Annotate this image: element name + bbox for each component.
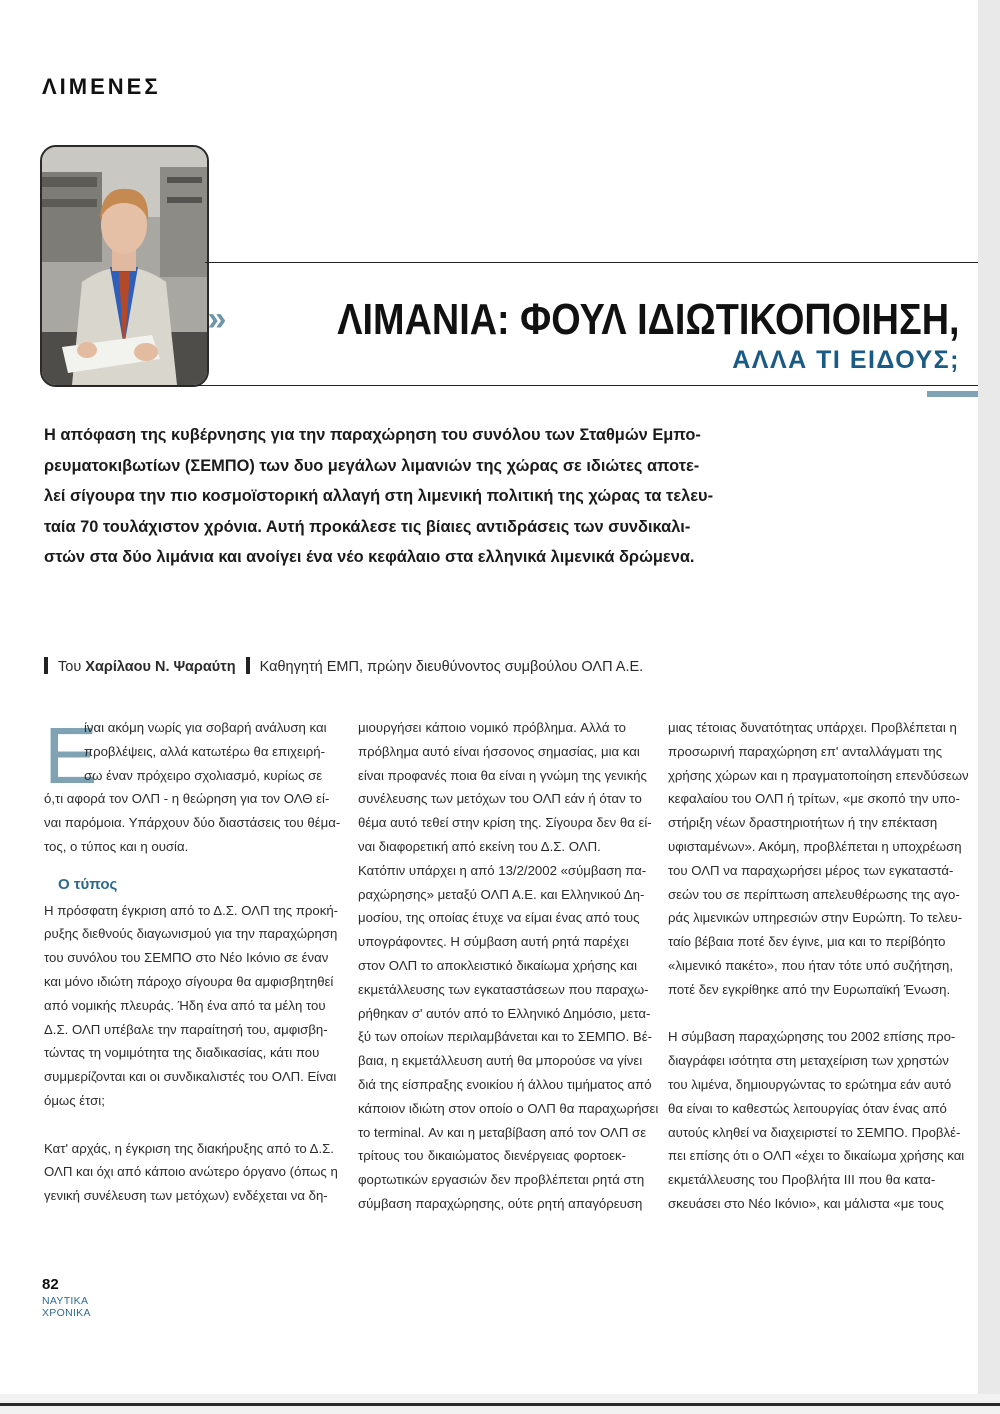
text-line: εκμετάλλευσης του Προβλήτα ΙΙΙ που θα κατα- — [668, 1172, 936, 1188]
text-line: προβλέψεις, αλλά κατωτέρω θα επιχειρή- — [84, 743, 326, 759]
text-line: βαια, η εκμετάλλευση αυτή θα μπορούσε να γίνει — [358, 1053, 643, 1069]
text-line: ξύ των οποίων περιλαμβάνεται και το ΣΕΜΠΟ. Βέ- — [358, 1029, 652, 1045]
paragraph-gap — [44, 1113, 310, 1137]
text-line: θέμα αυτό τεθεί στην κρίση της. Σίγουρα δεν θα εί- — [358, 815, 652, 831]
text-line: κεφαλαίου του ΟΛΠ ή τρίτων, «με σκοπό την υπο- — [668, 791, 960, 807]
text-line: ταίο βέβαια ποτέ δεν έγινε, μια και το περίβόητο — [668, 934, 946, 950]
column-3 — [668, 716, 969, 1216]
text-line: του συνόλου του ΣΕΜΠΟ στο Νέο Ικόνιο σε έναν — [44, 950, 329, 966]
text-line: προσωρινή παραχώρηση επ' ανταλλάγματι της — [668, 743, 943, 759]
text-line: Η πρόσφατη έγκριση από το Δ.Σ. ΟΛΠ της προκή- — [44, 902, 339, 918]
lead-line: ταία 70 τουλάχιστον χρόνια. Αυτή προκάλεσε τις βίαιες αντιδράσεις των συνδικαλι- — [44, 517, 691, 536]
magazine-name-line: ΝΑΥΤΙΚΑ — [42, 1295, 89, 1307]
byline-author: Χαρίλαου Ν. Ψαραύτη — [85, 659, 236, 675]
text-line: υφισταμένων». Ακόμη, προβλέπεται η υποχρέωση — [668, 838, 962, 854]
text-line: ρήθηκαν σ' αυτόν από το Ελληνικό Δημόσιο, μετα- — [358, 1005, 651, 1021]
text-line: χρήσης χώρων και η πραγματοποίηση επενδύσεων — [668, 767, 969, 783]
text-line: διά της είσπραξης ενοικίου ή άλλου τιμήματος από — [358, 1076, 652, 1092]
text-line: πρόβλημα αυτό είναι ήσσονος σημασίας, μια και — [358, 743, 640, 759]
text-line: σκευάσει στο Νέο Ικόνιο», και μάλιστα «με τους — [668, 1195, 944, 1211]
column-2 — [358, 716, 659, 1216]
author-portrait-image — [42, 147, 207, 385]
text-line: συνέλευσης των μετόχων του ΟΛΠ εάν ή όταν το — [358, 791, 642, 807]
byline — [44, 657, 643, 675]
text-line: Κατόπιν υπάρχει η από 13/2/2002 «σύμβαση πα- — [358, 862, 647, 878]
header-rule-bottom — [56, 385, 978, 386]
text-line: το terminal. Αν και η μεταβίβαση από τον ΟΛΠ σε — [358, 1124, 647, 1140]
section-title: ΛΙΜΕΝΕΣ — [42, 74, 161, 99]
byline-role: Καθηγητή ΕΜΠ, πρώην διευθύνοντος συμβούλου ΟΛΠ Α.Ε. — [259, 659, 644, 675]
subheading-o-typos: Ο τύπος — [58, 875, 118, 893]
text-line: γενική συνέλευση των μετόχων) ενδέχεται να δη- — [44, 1188, 328, 1204]
text-line: ποτέ δεν εγκρίθηκε από την Ευρωπαϊκή Ένωση. — [668, 981, 951, 997]
text-line: σύμβαση παραχώρησης, ούτε ρητή απαγόρευση — [358, 1195, 643, 1211]
text-line: ό,τι αφορά τον ΟΛΠ - η θεώρηση για τον ΟΛΘ εί- — [44, 791, 330, 807]
text-line: μοσίου, της οποίας έτυχε να είμαι ένας από τους — [358, 910, 640, 926]
headline-title: ΛΙΜΑΝΙΑ: ΦΟΥΛ ΙΔΙΩΤΙΚΟΠΟΙΗΣΗ, — [337, 295, 960, 344]
drop-cap: Ε — [44, 711, 98, 800]
text-line: διαγράφει ισότητα στη μεταχείριση των χρηστών — [668, 1053, 949, 1069]
byline-bar — [44, 657, 48, 674]
text-line: σω έναν πρόχειρο σχολιασμό, κυρίως σε — [84, 767, 323, 783]
header-rule-top — [205, 262, 978, 263]
magazine-name — [42, 1295, 91, 1319]
text-line: όμως έτσι; — [44, 1092, 105, 1108]
lead-line: Η απόφαση της κυβέρνησης για την παραχώρηση του συνόλου των Σταθμών Εμπο- — [44, 426, 701, 444]
text-line: εκμετάλλευσης των εγκαταστάσεων που παραχω- — [358, 981, 649, 997]
text-line: αυτούς κληθεί να διαχειριστεί το ΣΕΜΠΟ. Προβλέ- — [668, 1124, 961, 1140]
text-line: φορτωτικών εργασιών δεν προβλέπεται ρητά στη — [358, 1172, 645, 1188]
author-photo — [40, 145, 209, 387]
accent-bar — [927, 391, 978, 397]
chevron-icon: » — [207, 300, 227, 338]
text-line: τρίτους του δικαιώματος διενέργειας φορτοεκ- — [358, 1148, 626, 1164]
text-line: συμμερίζονται και οι συνδικαλιστές του ΟΛΠ. Είναι — [44, 1069, 337, 1085]
lead-line: στών στα δύο λιμάνια και ανοίγει ένα νέο κεφάλαιο στα ελληνικά λιμενικά δρώμενα. — [44, 548, 695, 567]
text-line: σεών του σε περίπτωση απελευθέρωσης της αγο- — [668, 886, 960, 902]
text-line: υπογράφοντες. Η σύμβαση αυτή ρητά παρέχει — [358, 934, 629, 950]
text-line: ναι παρόμοια. Υπάρχουν δύο διαστάσεις του θέμα- — [44, 815, 341, 831]
text-line: ραχώρησης» μεταξύ ΟΛΠ Α.Ε. και Ελληνικού Δη- — [358, 886, 645, 902]
text-line: του λιμένα, δημιουργώντας το ερώτημα εάν αυτό — [668, 1076, 952, 1092]
lead-line: λεί σίγουρα την πιο κοσμοϊστορική αλλαγή στη λιμενική πολιτική της χώρας τα τελευ- — [44, 487, 714, 506]
text-line: Κατ' αρχάς, η έγκριση της διακήρυξης από το Δ.Σ. — [44, 1140, 334, 1156]
byline-bar — [246, 657, 250, 674]
page-bottom-rule — [0, 1403, 1000, 1406]
text-line: Η σύμβαση παραχώρησης του 2002 επίσης προ- — [668, 1029, 956, 1045]
text-line: στήριξη νέων δραστηριοτήτων ή την επέκταση — [668, 815, 938, 831]
text-line: ΟΛΠ και όχι από κάποιο ανώτερο όργανο (όπως η — [44, 1164, 338, 1180]
text-line: ράς λιμενικών υπηρεσιών στην Ευρώπη. Το τελευ- — [668, 910, 963, 926]
text-line: Δ.Σ. ΟΛΠ υπέβαλε την παραίτησή του, αμφισβη- — [44, 1021, 328, 1037]
text-line: τος, ο τύπος και η ουσία. — [44, 838, 189, 854]
text-line: τώντας τη νομιμότητα της διαδικασίας, κάτι που — [44, 1045, 320, 1061]
text-line: του ΟΛΠ να παραχωρήσει μέρος των εγκαταστά- — [668, 862, 954, 878]
text-line: θα είναι το καθεστώς λειτουργίας όταν ένας από — [668, 1100, 947, 1116]
article-headline — [208, 295, 960, 345]
lead-paragraph — [44, 420, 714, 573]
page-edge-shadow — [978, 0, 1000, 1414]
text-line: μιας τέτοιας δυνατότητας υπάρχει. Προβλέπεται η — [668, 720, 957, 735]
byline-prefix: Του — [58, 659, 82, 675]
text-line: πει επίσης ότι ο ΟΛΠ «έχει το δικαίωμα χρήσης και — [668, 1148, 965, 1164]
text-line: μιουργήσει κάποιο νομικό πρόβλημα. Αλλά το — [358, 720, 626, 735]
text-line: και μόνο ιδιώτη πάροχο σίγουρα θα αμφισβητηθεί — [44, 973, 334, 989]
text-line: ρυξης διεθνούς διαγωνισμού για την παραχώρηση — [44, 926, 338, 942]
page-number: 82 — [42, 1276, 59, 1293]
headline-subtitle: ΑΛΛΑ ΤΙ ΕΙΔΟΥΣ; — [732, 346, 960, 374]
text-line: από νομικής πλευράς. Ήδη ένα από τα μέλη του — [44, 997, 326, 1013]
text-line: είναι προφανές ποια θα είναι η γνώμη της γενικής — [358, 767, 647, 783]
text-line: ίναι ακόμη νωρίς για σοβαρή ανάλυση και — [84, 720, 327, 735]
text-line: στον ΟΛΠ το αποκλειστικό δικαίωμα χρήσης και — [358, 957, 638, 973]
lead-line: ρευματοκιβωτίων (ΣΕΜΠΟ) των δυο μεγάλων λιμανιών της χώρας σε ιδιώτες αποτε- — [44, 456, 700, 475]
magazine-name-line: ΧΡΟΝΙΚΑ — [42, 1307, 91, 1319]
text-line: κάποιον ιδιώτη στον οποίο ο ΟΛΠ θα παραχωρήσει — [358, 1100, 659, 1116]
column-1 — [44, 711, 341, 1208]
text-line: «λιμενικό πακέτο», που ήταν τότε υπό συζήτηση, — [668, 957, 954, 973]
paragraph-gap — [668, 1002, 924, 1026]
text-line: ναι διαφορετική από εκείνη του Δ.Σ. ΟΛΠ. — [358, 838, 601, 854]
